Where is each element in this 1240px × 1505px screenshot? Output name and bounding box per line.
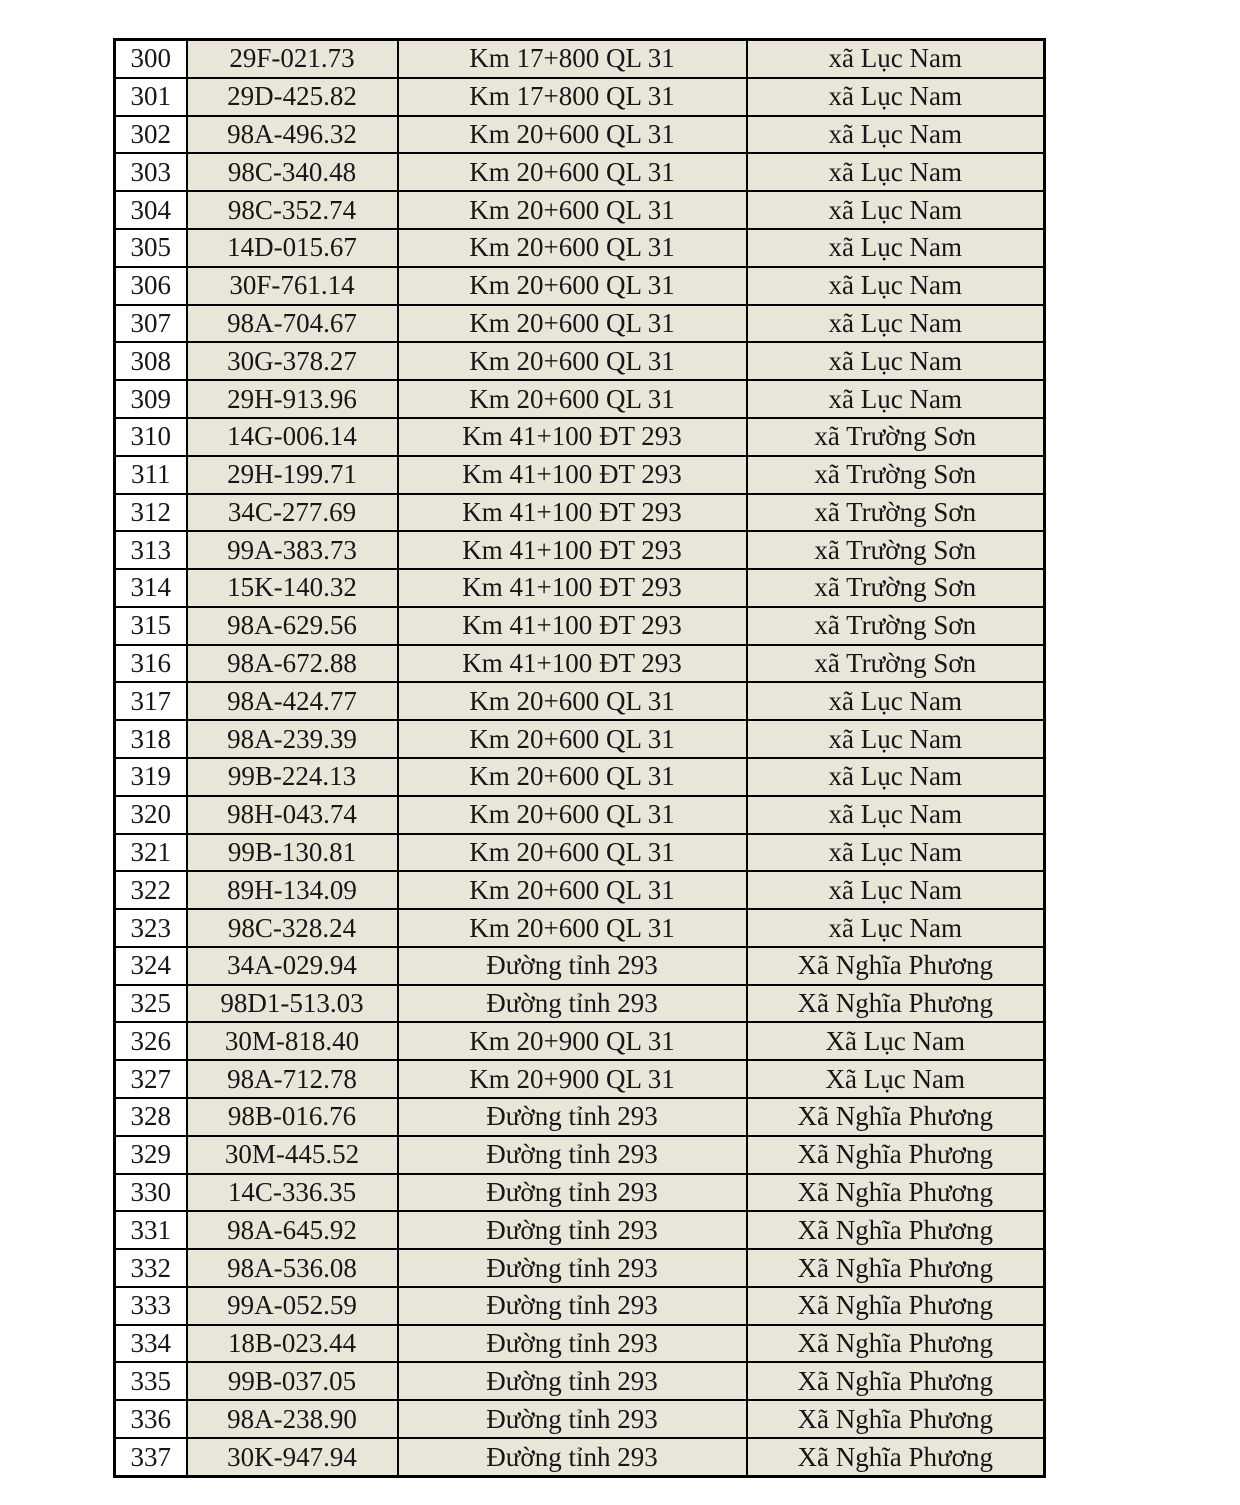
commune-cell: Xã Nghĩa Phương: [747, 1362, 1045, 1400]
plate-number-cell: 34C-277.69: [187, 494, 398, 532]
commune-cell: Xã Nghĩa Phương: [747, 1287, 1045, 1325]
location-cell: Km 20+600 QL 31: [398, 871, 747, 909]
row-number-cell: 305: [115, 229, 187, 267]
location-cell: Km 20+600 QL 31: [398, 267, 747, 305]
plate-number-cell: 14C-336.35: [187, 1174, 398, 1212]
row-number-cell: 333: [115, 1287, 187, 1325]
location-cell: Km 20+600 QL 31: [398, 191, 747, 229]
commune-cell: xã Lục Nam: [747, 267, 1045, 305]
plate-number-cell: 99A-052.59: [187, 1287, 398, 1325]
plate-number-cell: 98H-043.74: [187, 796, 398, 834]
row-number-cell: 307: [115, 305, 187, 343]
row-number-cell: 329: [115, 1136, 187, 1174]
table-row: [115, 947, 1045, 985]
table-row: [115, 267, 1045, 305]
plate-number-cell: 14D-015.67: [187, 229, 398, 267]
location-cell: Km 20+600 QL 31: [398, 229, 747, 267]
row-number-cell: 303: [115, 153, 187, 191]
row-number-cell: 313: [115, 531, 187, 569]
table-row: [115, 1136, 1045, 1174]
plate-number-cell: 98A-672.88: [187, 645, 398, 683]
commune-cell: xã Trường Sơn: [747, 645, 1045, 683]
table-row: [115, 494, 1045, 532]
commune-cell: xã Lục Nam: [747, 191, 1045, 229]
table-row: [115, 720, 1045, 758]
commune-cell: Xã Nghĩa Phương: [747, 1174, 1045, 1212]
commune-cell: xã Lục Nam: [747, 305, 1045, 343]
row-number-cell: 334: [115, 1325, 187, 1363]
plate-number-cell: 29D-425.82: [187, 78, 398, 116]
plate-number-cell: 98A-239.39: [187, 720, 398, 758]
location-cell: Đường tỉnh 293: [398, 1174, 747, 1212]
plate-number-cell: 18B-023.44: [187, 1325, 398, 1363]
commune-cell: Xã Nghĩa Phương: [747, 1438, 1045, 1476]
table-row: [115, 418, 1045, 456]
table-row: [115, 1060, 1045, 1098]
commune-cell: xã Trường Sơn: [747, 569, 1045, 607]
row-number-cell: 330: [115, 1174, 187, 1212]
commune-cell: xã Lục Nam: [747, 116, 1045, 154]
commune-cell: Xã Lục Nam: [747, 1060, 1045, 1098]
row-number-cell: 311: [115, 456, 187, 494]
plate-number-cell: 29F-021.73: [187, 40, 398, 78]
row-number-cell: 332: [115, 1249, 187, 1287]
location-cell: Km 20+900 QL 31: [398, 1060, 747, 1098]
plate-number-cell: 98B-016.76: [187, 1098, 398, 1136]
table-row: [115, 1362, 1045, 1400]
row-number-cell: 306: [115, 267, 187, 305]
location-cell: Km 20+600 QL 31: [398, 796, 747, 834]
plate-number-cell: 29H-913.96: [187, 380, 398, 418]
table-row: [115, 682, 1045, 720]
table-row: [115, 78, 1045, 116]
row-number-cell: 317: [115, 682, 187, 720]
table-row: [115, 607, 1045, 645]
plate-number-cell: 98A-238.90: [187, 1400, 398, 1438]
row-number-cell: 310: [115, 418, 187, 456]
location-cell: Đường tỉnh 293: [398, 1136, 747, 1174]
commune-cell: xã Lục Nam: [747, 871, 1045, 909]
row-number-cell: 314: [115, 569, 187, 607]
row-number-cell: 336: [115, 1400, 187, 1438]
table-row: [115, 1211, 1045, 1249]
commune-cell: xã Lục Nam: [747, 40, 1045, 78]
table-row: [115, 758, 1045, 796]
vehicle-plate-table: [113, 38, 1046, 1478]
location-cell: Km 20+600 QL 31: [398, 342, 747, 380]
location-cell: Km 20+600 QL 31: [398, 909, 747, 947]
table-row: [115, 342, 1045, 380]
commune-cell: xã Trường Sơn: [747, 418, 1045, 456]
plate-number-cell: 98A-704.67: [187, 305, 398, 343]
table-row: [115, 305, 1045, 343]
commune-cell: xã Trường Sơn: [747, 531, 1045, 569]
plate-number-cell: 89H-134.09: [187, 871, 398, 909]
location-cell: Km 41+100 ĐT 293: [398, 456, 747, 494]
table-row: [115, 531, 1045, 569]
plate-number-cell: 14G-006.14: [187, 418, 398, 456]
plate-number-cell: 30M-445.52: [187, 1136, 398, 1174]
commune-cell: Xã Nghĩa Phương: [747, 1098, 1045, 1136]
location-cell: Km 41+100 ĐT 293: [398, 531, 747, 569]
commune-cell: Xã Nghĩa Phương: [747, 947, 1045, 985]
commune-cell: Xã Nghĩa Phương: [747, 1211, 1045, 1249]
table-row: [115, 1438, 1045, 1476]
commune-cell: xã Lục Nam: [747, 834, 1045, 872]
commune-cell: Xã Nghĩa Phương: [747, 1136, 1045, 1174]
plate-number-cell: 98C-328.24: [187, 909, 398, 947]
table-row: [115, 1325, 1045, 1363]
plate-number-cell: 98C-340.48: [187, 153, 398, 191]
plate-number-cell: 99B-130.81: [187, 834, 398, 872]
table-row: [115, 153, 1045, 191]
table-row: [115, 116, 1045, 154]
plate-number-cell: 30F-761.14: [187, 267, 398, 305]
commune-cell: xã Lục Nam: [747, 78, 1045, 116]
commune-cell: xã Lục Nam: [747, 153, 1045, 191]
plate-number-cell: 99A-383.73: [187, 531, 398, 569]
row-number-cell: 321: [115, 834, 187, 872]
row-number-cell: 302: [115, 116, 187, 154]
location-cell: Km 41+100 ĐT 293: [398, 645, 747, 683]
location-cell: Km 17+800 QL 31: [398, 78, 747, 116]
commune-cell: xã Trường Sơn: [747, 456, 1045, 494]
commune-cell: Xã Lục Nam: [747, 1022, 1045, 1060]
location-cell: Đường tỉnh 293: [398, 1211, 747, 1249]
row-number-cell: 327: [115, 1060, 187, 1098]
row-number-cell: 309: [115, 380, 187, 418]
commune-cell: xã Lục Nam: [747, 720, 1045, 758]
location-cell: Km 41+100 ĐT 293: [398, 569, 747, 607]
commune-cell: Xã Nghĩa Phương: [747, 1400, 1045, 1438]
commune-cell: xã Lục Nam: [747, 380, 1045, 418]
row-number-cell: 312: [115, 494, 187, 532]
location-cell: Đường tỉnh 293: [398, 947, 747, 985]
table-row: [115, 191, 1045, 229]
plate-number-cell: 98A-712.78: [187, 1060, 398, 1098]
table-row: [115, 456, 1045, 494]
commune-cell: xã Lục Nam: [747, 909, 1045, 947]
row-number-cell: 304: [115, 191, 187, 229]
table-row: [115, 569, 1045, 607]
table-row: [115, 1287, 1045, 1325]
table-row: [115, 796, 1045, 834]
table-row: [115, 1022, 1045, 1060]
row-number-cell: 335: [115, 1362, 187, 1400]
row-number-cell: 326: [115, 1022, 187, 1060]
plate-number-cell: 98A-645.92: [187, 1211, 398, 1249]
location-cell: Km 41+100 ĐT 293: [398, 607, 747, 645]
table-row: [115, 1249, 1045, 1287]
table-row: [115, 1174, 1045, 1212]
plate-number-cell: 98A-424.77: [187, 682, 398, 720]
table-row: [115, 985, 1045, 1023]
commune-cell: Xã Nghĩa Phương: [747, 1249, 1045, 1287]
row-number-cell: 324: [115, 947, 187, 985]
location-cell: Km 20+600 QL 31: [398, 758, 747, 796]
table-row: [115, 909, 1045, 947]
table-body: [115, 40, 1045, 1477]
location-cell: Km 41+100 ĐT 293: [398, 494, 747, 532]
row-number-cell: 322: [115, 871, 187, 909]
row-number-cell: 331: [115, 1211, 187, 1249]
commune-cell: xã Lục Nam: [747, 229, 1045, 267]
location-cell: Km 41+100 ĐT 293: [398, 418, 747, 456]
plate-number-cell: 30M-818.40: [187, 1022, 398, 1060]
location-cell: Km 20+600 QL 31: [398, 380, 747, 418]
location-cell: Đường tỉnh 293: [398, 1098, 747, 1136]
commune-cell: Xã Nghĩa Phương: [747, 985, 1045, 1023]
table-row: [115, 834, 1045, 872]
location-cell: Đường tỉnh 293: [398, 985, 747, 1023]
row-number-cell: 328: [115, 1098, 187, 1136]
table-row: [115, 645, 1045, 683]
row-number-cell: 308: [115, 342, 187, 380]
table-row: [115, 1098, 1045, 1136]
table-row: [115, 1400, 1045, 1438]
location-cell: Km 20+600 QL 31: [398, 682, 747, 720]
table-row: [115, 40, 1045, 78]
location-cell: Đường tỉnh 293: [398, 1438, 747, 1476]
commune-cell: xã Lục Nam: [747, 682, 1045, 720]
plate-number-cell: 34A-029.94: [187, 947, 398, 985]
plate-number-cell: 98A-536.08: [187, 1249, 398, 1287]
commune-cell: xã Lục Nam: [747, 758, 1045, 796]
row-number-cell: 300: [115, 40, 187, 78]
row-number-cell: 319: [115, 758, 187, 796]
row-number-cell: 315: [115, 607, 187, 645]
row-number-cell: 301: [115, 78, 187, 116]
table-row: [115, 871, 1045, 909]
row-number-cell: 325: [115, 985, 187, 1023]
location-cell: Đường tỉnh 293: [398, 1287, 747, 1325]
table-row: [115, 229, 1045, 267]
location-cell: Km 20+600 QL 31: [398, 720, 747, 758]
location-cell: Đường tỉnh 293: [398, 1249, 747, 1287]
location-cell: Km 17+800 QL 31: [398, 40, 747, 78]
commune-cell: Xã Nghĩa Phương: [747, 1325, 1045, 1363]
commune-cell: xã Lục Nam: [747, 342, 1045, 380]
plate-number-cell: 98A-496.32: [187, 116, 398, 154]
plate-number-cell: 15K-140.32: [187, 569, 398, 607]
plate-number-cell: 98D1-513.03: [187, 985, 398, 1023]
plate-number-cell: 99B-037.05: [187, 1362, 398, 1400]
plate-number-cell: 99B-224.13: [187, 758, 398, 796]
row-number-cell: 337: [115, 1438, 187, 1476]
location-cell: Km 20+600 QL 31: [398, 305, 747, 343]
row-number-cell: 323: [115, 909, 187, 947]
plate-number-cell: 30K-947.94: [187, 1438, 398, 1476]
row-number-cell: 318: [115, 720, 187, 758]
location-cell: Km 20+600 QL 31: [398, 834, 747, 872]
location-cell: Km 20+600 QL 31: [398, 116, 747, 154]
plate-number-cell: 98C-352.74: [187, 191, 398, 229]
plate-number-cell: 29H-199.71: [187, 456, 398, 494]
plate-number-cell: 98A-629.56: [187, 607, 398, 645]
row-number-cell: 316: [115, 645, 187, 683]
table-row: [115, 380, 1045, 418]
location-cell: Đường tỉnh 293: [398, 1362, 747, 1400]
plate-number-cell: 30G-378.27: [187, 342, 398, 380]
commune-cell: xã Trường Sơn: [747, 607, 1045, 645]
commune-cell: xã Trường Sơn: [747, 494, 1045, 532]
location-cell: Đường tỉnh 293: [398, 1400, 747, 1438]
row-number-cell: 320: [115, 796, 187, 834]
commune-cell: xã Lục Nam: [747, 796, 1045, 834]
location-cell: Km 20+900 QL 31: [398, 1022, 747, 1060]
location-cell: Km 20+600 QL 31: [398, 153, 747, 191]
location-cell: Đường tỉnh 293: [398, 1325, 747, 1363]
